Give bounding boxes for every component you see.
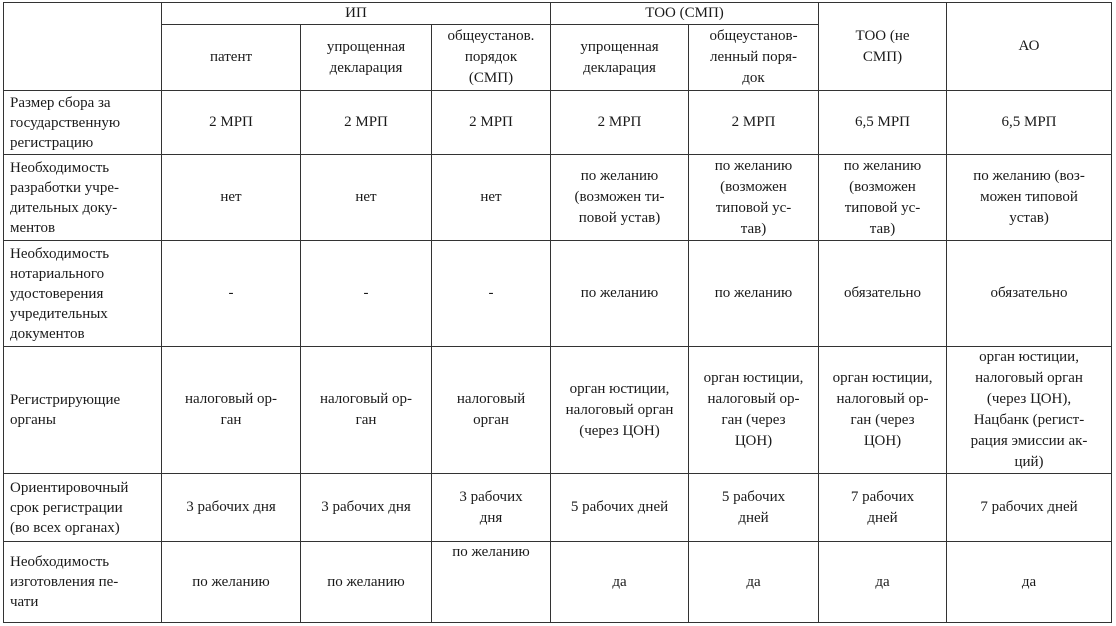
- header-group-ip: ИП: [162, 3, 551, 25]
- header-group-ao: АО: [947, 3, 1112, 91]
- row-registering-bodies: [4, 347, 1112, 474]
- table-cell: 2 МРП: [162, 91, 301, 155]
- header-ip-simplified: упрощенная декларация: [301, 25, 432, 91]
- row-label: Необходимость разработки учре- дительных доку- ментов: [4, 155, 162, 241]
- table-cell: 3 рабочих дня: [432, 474, 551, 542]
- table-cell: по желанию: [301, 542, 432, 623]
- table-cell: нет: [162, 155, 301, 241]
- header-group-too-ne-smp: ТОО (не СМП): [819, 3, 947, 91]
- table-cell: 3 рабочих дня: [301, 474, 432, 542]
- table-cell: -: [432, 241, 551, 347]
- row-notarization: [4, 241, 1112, 347]
- row-registration-time: [4, 474, 1112, 542]
- header-ip-general: общеустанов. порядок (СМП): [432, 25, 551, 91]
- table-cell: 3 рабочих дня: [162, 474, 301, 542]
- row-label: Размер сбора за государственную регистрацию: [4, 91, 162, 155]
- row-founding-docs: [4, 155, 1112, 241]
- table-cell: 7 рабочих дней: [819, 474, 947, 542]
- table-cell: -: [301, 241, 432, 347]
- table-cell: по желанию: [689, 241, 819, 347]
- row-state-fee: [4, 91, 1112, 155]
- row-label: Регистрирующие органы: [4, 347, 162, 474]
- table-cell: по желанию: [162, 542, 301, 623]
- table-cell: да: [819, 542, 947, 623]
- table-cell: 2 МРП: [551, 91, 689, 155]
- header-patent: патент: [162, 25, 301, 91]
- table-cell: да: [689, 542, 819, 623]
- header-row-groups: [4, 3, 1112, 25]
- table-cell: 2 МРП: [689, 91, 819, 155]
- table-cell: 2 МРП: [432, 91, 551, 155]
- registration-comparison-table: [3, 2, 1112, 623]
- table-cell: по желанию (воз- можен типовой устав): [947, 155, 1112, 241]
- table-cell: да: [947, 542, 1112, 623]
- header-too-simplified: упрощенная декларация: [551, 25, 689, 91]
- table-cell: налоговый ор- ган: [162, 347, 301, 474]
- table-cell: по желанию (возможен ти- повой устав): [551, 155, 689, 241]
- table-cell: по желанию: [551, 241, 689, 347]
- table-cell: по желанию (возможен типовой ус- тав): [819, 155, 947, 241]
- row-label: Необходимость изготовления пе- чати: [4, 542, 162, 623]
- table-cell: 5 рабочих дней: [689, 474, 819, 542]
- table-cell: орган юстиции, налоговый орган (через ЦОН): [551, 347, 689, 474]
- header-too-general: общеустанов- ленный поря- док: [689, 25, 819, 91]
- table-cell: налоговый ор- ган: [301, 347, 432, 474]
- table-cell: орган юстиции, налоговый орган (через ЦОН), Нацбанк (регист- рация эмиссии ак- ций): [947, 347, 1112, 474]
- table-cell: налоговый орган: [432, 347, 551, 474]
- table-cell: да: [551, 542, 689, 623]
- table-cell: нет: [432, 155, 551, 241]
- row-label: Необходимость нотариального удостоверения учредительных документов: [4, 241, 162, 347]
- table-cell: 7 рабочих дней: [947, 474, 1112, 542]
- row-seal: [4, 542, 1112, 623]
- table-cell: 5 рабочих дней: [551, 474, 689, 542]
- table-cell: орган юстиции, налоговый ор- ган (через ЦОН): [689, 347, 819, 474]
- table-cell: орган юстиции, налоговый ор- ган (через ЦОН): [819, 347, 947, 474]
- table-cell: 6,5 МРП: [819, 91, 947, 155]
- header-group-too-smp: ТОО (СМП): [551, 3, 819, 25]
- table-cell: нет: [301, 155, 432, 241]
- table-cell: обязательно: [819, 241, 947, 347]
- table-cell: по желанию: [432, 542, 551, 623]
- table-cell: -: [162, 241, 301, 347]
- header-corner: [4, 3, 162, 91]
- row-label: Ориентировочный срок регистрации (во всех органах): [4, 474, 162, 542]
- table-cell: 6,5 МРП: [947, 91, 1112, 155]
- table-cell: по желанию (возможен типовой ус- тав): [689, 155, 819, 241]
- table-cell: обязательно: [947, 241, 1112, 347]
- table-cell: 2 МРП: [301, 91, 432, 155]
